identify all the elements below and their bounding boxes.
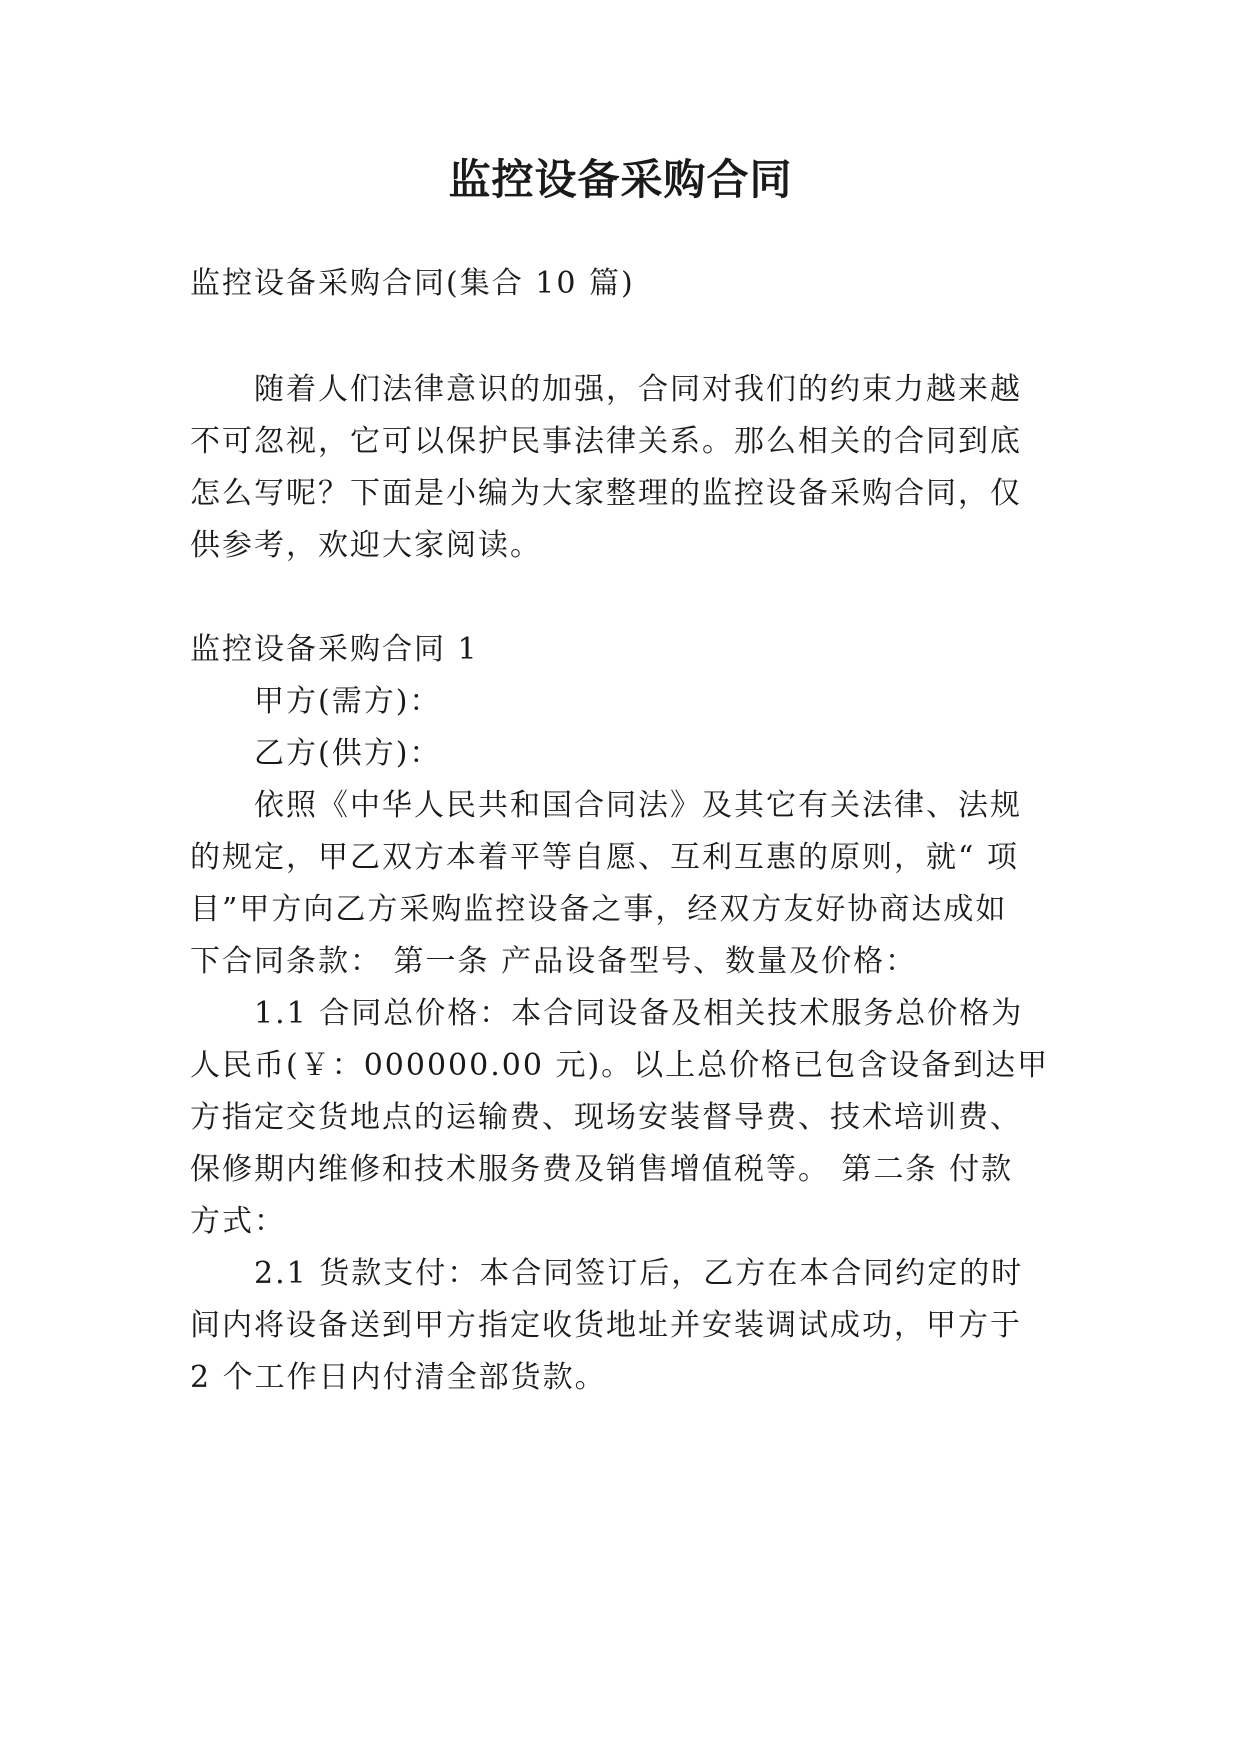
clause-1-1-line: 方指定交货地点的运输费、现场安装督导费、技术培训费、 xyxy=(190,1100,1022,1135)
clause-2-1-line: 2 个工作日内付清全部货款。 xyxy=(190,1360,607,1395)
intro-line: 供参考，欢迎大家阅读。 xyxy=(190,528,542,563)
clause-2-1-line: 间内将设备送到甲方指定收货地址并安装调试成功，甲方于 xyxy=(190,1308,1022,1343)
basis-line: 依照《中华人民共和国合同法》及其它有关法律、法规 xyxy=(254,788,1022,823)
basis-line: 的规定，甲乙双方本着平等自愿、互利互惠的原则，就“ 项 xyxy=(190,840,1019,875)
clause-1-1-line: 1.1 合同总价格：本合同设备及相关技术服务总价格为 xyxy=(254,996,1024,1031)
intro-line: 怎么写呢？下面是小编为大家整理的监控设备采购合同，仅 xyxy=(190,476,1022,511)
clause-1-1-line: 保修期内维修和技术服务费及销售增值税等。 第二条 付款 xyxy=(190,1152,1014,1187)
clause-2-1-line: 2.1 货款支付：本合同签订后，乙方在本合同约定的时 xyxy=(254,1256,1024,1291)
intro-line: 随着人们法律意识的加强，合同对我们的约束力越来越 xyxy=(254,372,1022,407)
clause-1-1-line: 人民币(￥：000000.00 元)。以上总价格已包含设备到达甲 xyxy=(190,1048,1050,1083)
document-subtitle: 监控设备采购合同(集合 10 篇) xyxy=(190,266,635,301)
basis-line: 目”甲方向乙方采购监控设备之事，经双方友好协商达成如 xyxy=(190,892,1008,927)
section-heading: 监控设备采购合同 1 xyxy=(190,632,479,667)
intro-line: 不可忽视，它可以保护民事法律关系。那么相关的合同到底 xyxy=(190,424,1022,459)
document-title: 监控设备采购合同 xyxy=(448,155,793,204)
basis-line: 下合同条款： 第一条 产品设备型号、数量及价格： xyxy=(190,944,918,979)
clause-1-1-line: 方式： xyxy=(190,1204,286,1239)
party-a-line: 甲方(需方)： xyxy=(254,684,442,719)
party-b-line: 乙方(供方)： xyxy=(254,736,442,771)
